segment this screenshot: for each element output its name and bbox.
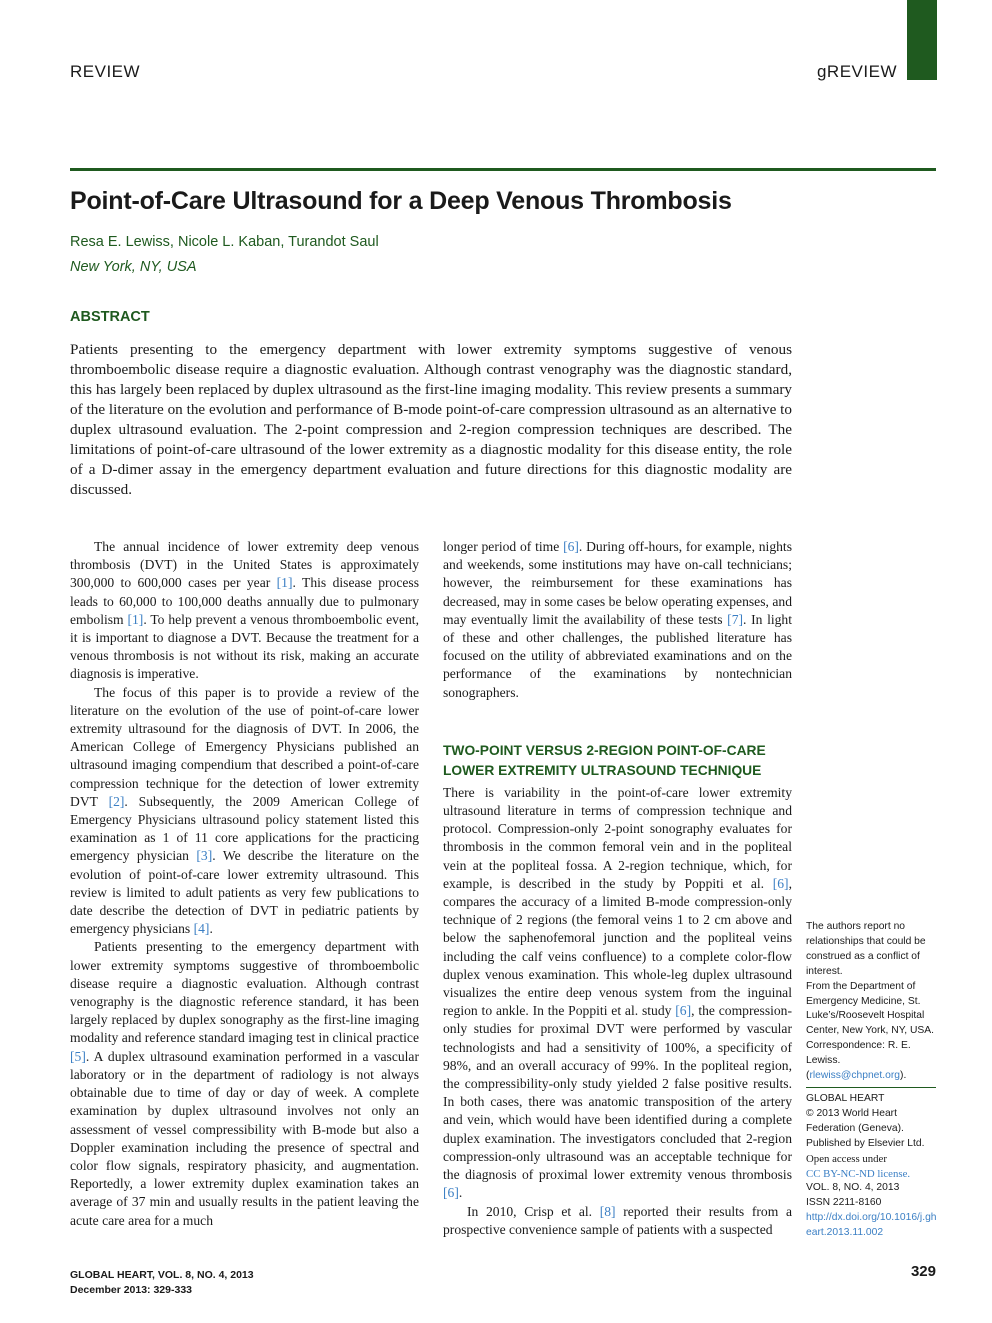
journal-section-label: gREVIEW [816,62,897,81]
abstract-heading: ABSTRACT [70,309,150,325]
footer-date-line: December 2013: 329-333 [70,1284,193,1296]
citation-link[interactable]: [7] [727,611,744,627]
p3-b-left: . A duplex ultrasound examination performed in a vascular laboratory or in the department of radiology is not always obtainable due to time of day or day of week. A complete examination by duplex ultrasound involves not only an assessment of vessel compressibility with B-mode but also a Doppler examination including the presence of spectral and color flow signals, respiratory phasicity, and augmentation. Reportedly, a lower extremity duplex examination takes an average of 37 min and usually results in the patient leaving the acute care area for a much [70,1048,419,1228]
body-paragraph-3-continued: longer period of time [6]. During off-hours, for example, nights and weekends, some institutions may have on-call technicians; however, the reimbursement for these examinations has decreased, may in some cases be below operating expenses, and may eventually limit the availability of these tests [7]. In light of these and other challenges, the published literature has focused on the utility of abbreviated examinations and on the performance of the examinations by nontechnician sonographers. [443,539,792,700]
citation-link[interactable]: [5] [70,1048,86,1064]
citation-link[interactable]: [6] [443,1185,459,1201]
body-paragraph-3: Patients presenting to the emergency department with lower extremity symptoms suggestive of thromboembolic disease require a diagnostic evaluation. Although contrast venography is the diagnostic reference standard, it has been largely replaced by duplex sonography as the first-line imaging modality and reference standard imaging test in clinical practice [5]. A duplex ultrasound examination performed in a vascular laboratory or in the department of radiology is not always obtainable due to time of day or day of week. A complete examination by duplex ultrasound involves not only an assessment of vessel compressibility with B-mode but also a Doppler examination including the presence of spectral and color flow signals, respiratory phasicity, and augmentation. Reportedly, a lower extremity duplex examination takes an average of 37 min and usually results in the patient leaving the acute care area for a much [70,939,419,1228]
p3-b-right: longer period of time [443,539,564,554]
correspondence-email-link[interactable]: rlewiss@chpnet.org [809,1070,901,1082]
conflict-statement: The authors report no relationships that could be construed as a conflict of interest. [806,921,926,977]
body-paragraph-5: In 2010, Crisp et al. [8] reported their results from a prospective convenience sample of patients with a suspected [443,1203,792,1237]
sidebar-publication-info [806,1092,938,1241]
body-column-right [443,538,792,1239]
body-paragraph-4: There is variability in the point-of-care lower extremity ultrasound literature in terms of compression technique and protocol. Compression-only 2-point sonography evaluates for thrombosis in the common femoral vein and in the popliteal vein at the popliteal fossa. A 2-region technique, which, for example, is described in the study by Poppiti et al. [6], compares the accuracy of a limited B-mode compression-only technique of 2 regions (the femoral veins 1 to 2 cm above and below the saphenofemoral junction and the popliteal veins including the calf veins confluence) to a complete color-flow duplex venous examination. This whole-leg duplex ultrasound visualizes the entire deep venous system from the inguinal region to ankle. In the Poppiti et al. study [6], the compression-only studies for proximal DVT were performed by vascular technologists and had a sensitivity of 100%, a specificity of 98%, and an overall accuracy of 99%. In the popliteal region, the compressibility-only study yielded 2 false positive results. In both cases, there was anatomic transposition of the artery and vein, which would have been identified during a complete duplex examination. The investigators concluded that 2-region compression-only ultrasound was an acceptable technique for the diagnosis of proximal lower extremity venous thrombosis [6]. [443,784,793,1201]
body-column-left [70,538,419,1230]
correspondence: From the Department of Emergency Medicine, St. Luke’s/Roosevelt Hospital Center, New York, NY, USA. Correspondence: R. E. Lewiss. (rlewiss@chpnet.org). [806,980,935,1082]
sidebar-volume: VOL. 8, NO. 4, 2013 [806,1182,900,1194]
citation-link[interactable]: [1] [276,575,293,591]
section-label: REVIEW [70,62,141,81]
citation-link[interactable]: [1] [127,611,144,627]
open-access-label: Open access under [806,1152,887,1165]
citation-link[interactable]: [4] [193,921,210,937]
body-paragraph-2: The focus of this paper is to provide a review of the literature on the evolution of the use of point-of-care lower extremity ultrasound for the diagnosis of DVT. In 2006, the American College of Emergency Physicians published an ultrasound imaging compendium that described a point-of-care compression technique for the detection of lower extremity DVT [2]. Subsequently, the 2009 American College of Emergency Physicians ultrasound policy statement listed this examination as 1 of 11 core applications for the practicing emergency physician [3]. We describe the literature on the evolution of point-of-care lower extremity ultrasound. This review is limited to adult patients as very few publications to date describe the detection of DVT in pediatric patients by emergency physicians [4]. [70,684,419,937]
license-link[interactable]: CC BY-NC-ND license. [806,1167,911,1180]
footer-citation [70,1268,254,1298]
article-title: Point-of-Care Ultrasound for a Deep Venous Thrombosis [70,187,732,215]
article-authors: Resa E. Lewiss, Nicole L. Kaban, Turandot Saul [70,234,379,250]
citation-link[interactable]: [8] [599,1203,616,1219]
header-accent-bar [907,0,937,80]
article-affiliation: New York, NY, USA [70,259,197,275]
sidebar-copyright: © 2013 World Heart Federation (Geneva). Published by Elsevier Ltd. [806,1107,925,1149]
doi-link[interactable]: http://dx.doi.org/10.1016/j.gheart.2013.11.002 [806,1212,937,1239]
citation-link[interactable]: [2] [108,793,125,809]
footer-journal-line: GLOBAL HEART, VOL. 8, NO. 4, 2013 [70,1269,254,1281]
sidebar-issn: ISSN 2211-8160 [806,1197,882,1209]
citation-link[interactable]: [6] [772,875,789,891]
sidebar-notes [806,920,938,1084]
body-paragraph-1: The annual incidence of lower extremity deep venous thrombosis (DVT) in the United States is approximately 300,000 to 600,000 cases per year [1]. This disease process leads to 60,000 to 100,000 deaths annually due to pulmonary embolism [1]. To help prevent a venous thromboembolic event, it is important to diagnose a DVT. Because the treatment for a venous thrombosis is not without its risk, making an accurate diagnosis is imperative. [70,539,419,682]
sidebar-rule [806,1087,936,1088]
title-rule [70,168,936,171]
sidebar-journal: GLOBAL HEART [806,1093,885,1104]
page-number: 329 [910,1263,936,1280]
abstract-text: Patients presenting to the emergency department with lower extremity symptoms suggestive of venous thromboembolic disease require a diagnostic evaluation. Although contrast venography was the diagnostic standard, this has largely been replaced by duplex ultrasound as the first-line imaging modality. This review presents a summary of the literature on the evolution and performance of B-mode point-of-care compression ultrasound as an alternative to duplex ultrasound evaluation. The 2-point compression and 2-region compression techniques are described. The limitations of point-of-care ultrasound of the lower extremity as a diagnostic modality for this disease entity, the role of a D-dimer assay in the emergency department evaluation and future directions for this diagnostic modality are discussed. [70,341,792,498]
citation-link[interactable]: [3] [196,848,213,864]
section-heading: TWO-POINT VERSUS 2-REGION POINT-OF-CARE LOWER EXTREMITY ULTRASOUND TECHNIQUE [443,742,766,778]
citation-link[interactable]: [6] [563,539,579,554]
citation-link[interactable]: [6] [675,1003,692,1019]
